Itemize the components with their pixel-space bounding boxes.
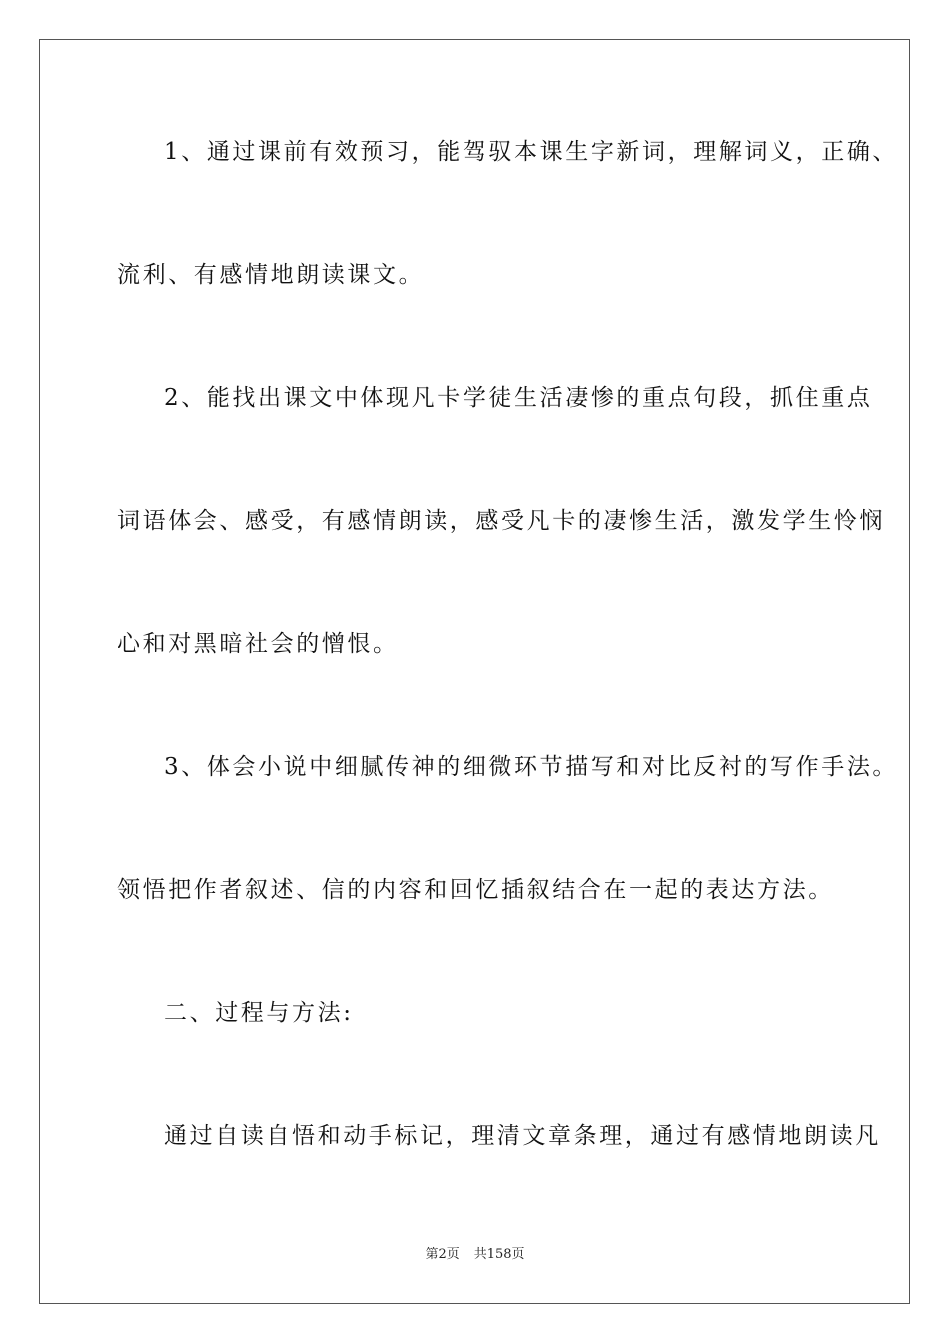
objective-1-line-1: 1、通过课前有效预习，能驾驭本课生字新词，理解词义，正确、: [164, 139, 899, 165]
objective-2-line-1: 2、能找出课文中体现凡卡学徒生活凄惨的重点句段，抓住重点: [164, 385, 873, 411]
objective-2-line-3: 心和对黑暗社会的憎恨。: [117, 631, 399, 657]
section-heading-process-method: 二、过程与方法:: [164, 1000, 354, 1026]
objective-3-line-2: 领悟把作者叙述、信的内容和回忆插叙结合在一起的表达方法。: [117, 877, 834, 903]
current-page-number: 第2页: [425, 1247, 460, 1262]
total-page-count: 共158页: [473, 1247, 525, 1262]
page-footer: [0, 1246, 950, 1264]
objective-1-line-2: 流利、有感情地朗读课文。: [117, 262, 425, 288]
process-paragraph-line-1: 通过自读自悟和动手标记，理清文章条理，通过有感情地朗读凡: [164, 1123, 881, 1149]
objective-3-line-1: 3、体会小说中细腻传神的细微环节描写和对比反衬的写作手法。: [164, 754, 899, 780]
page-border: [39, 39, 910, 1304]
objective-2-line-2: 词语体会、感受，有感情朗读，感受凡卡的凄惨生活，激发学生怜悯: [117, 508, 885, 534]
